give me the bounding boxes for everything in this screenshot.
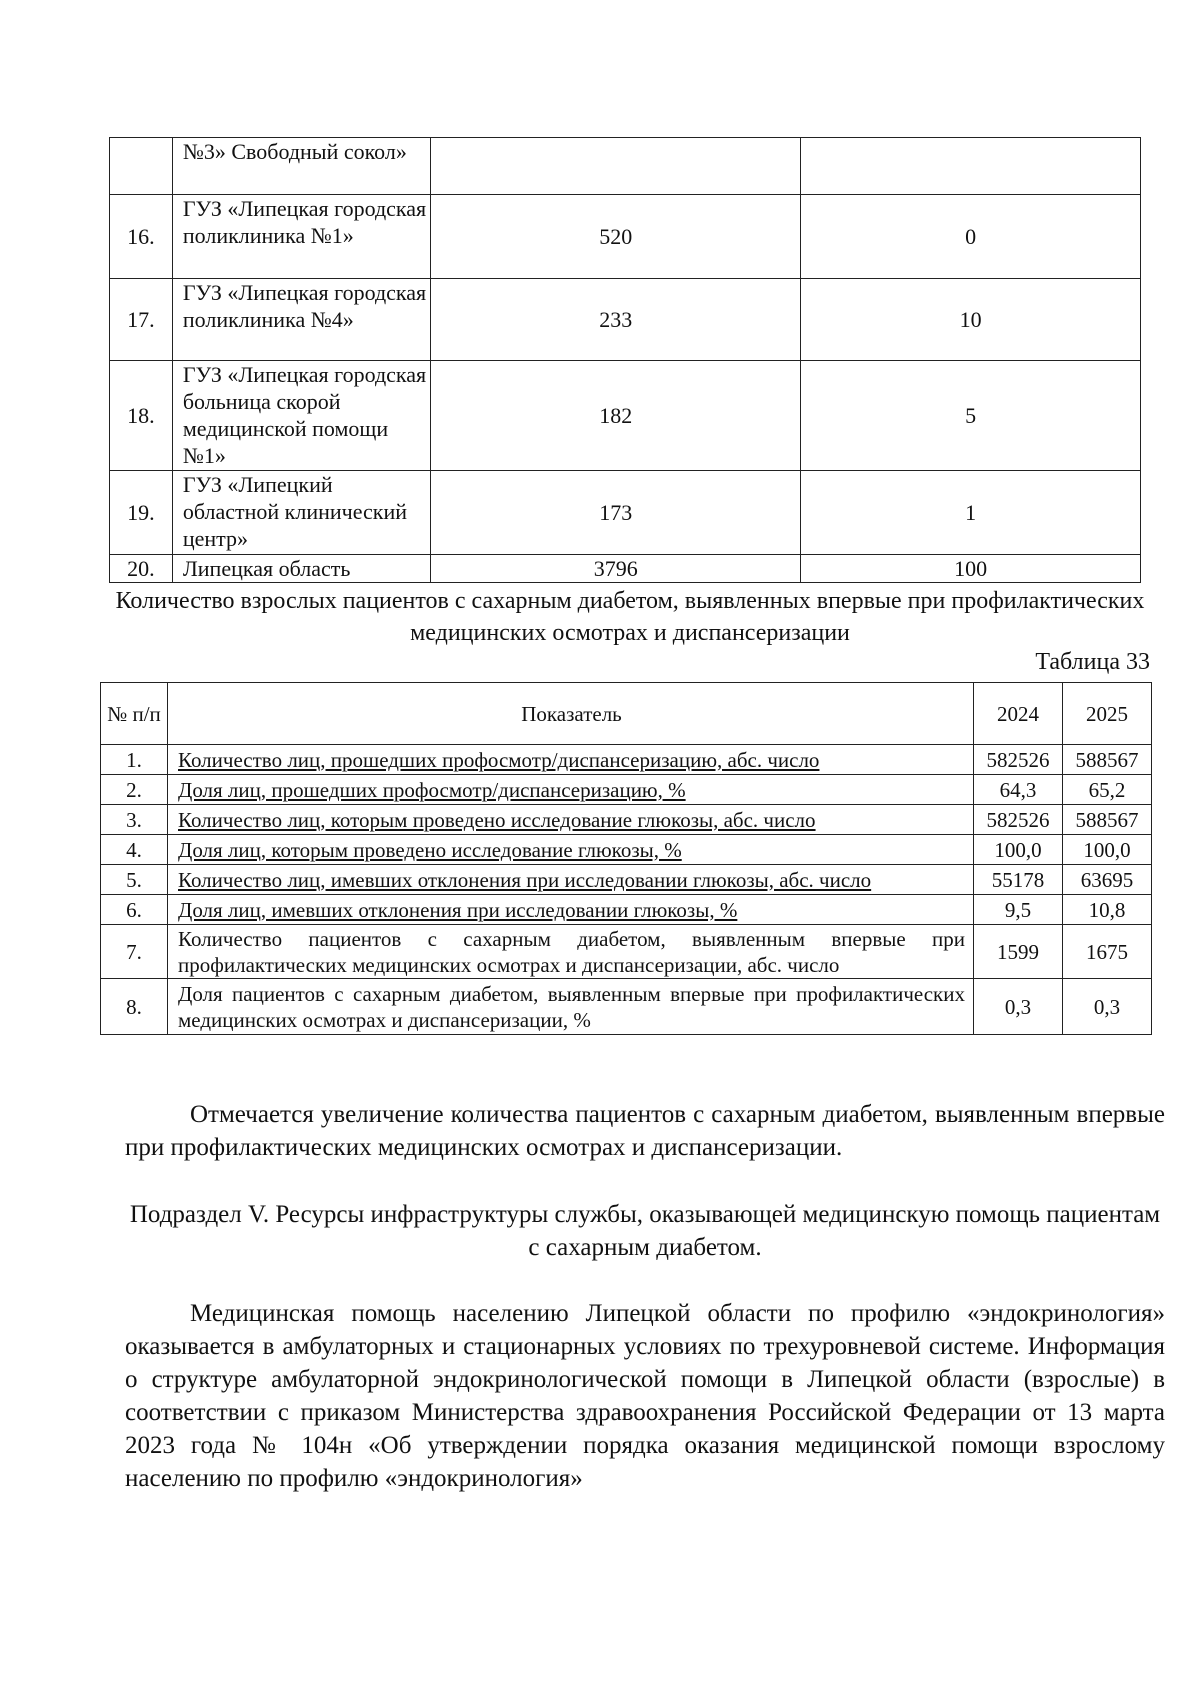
row-number: 8. [101, 979, 168, 1035]
value-2024: 582526 [974, 745, 1063, 775]
table-row [110, 555, 1141, 583]
row-number: 1. [101, 745, 168, 775]
table-row [110, 361, 1141, 471]
table-33 [100, 682, 1152, 1035]
value-cell: 0 [801, 195, 1141, 279]
table-row [101, 805, 1152, 835]
row-number: 19. [110, 471, 173, 555]
value-cell: 173 [431, 471, 801, 555]
value-cell: 233 [431, 279, 801, 361]
table-row [101, 835, 1152, 865]
value-cell [801, 138, 1141, 195]
value-2024: 55178 [974, 865, 1063, 895]
value-cell: 520 [431, 195, 801, 279]
indicator-cell: Количество пациентов с сахарным диабетом, выявленным впервые при профилактических медицинских осмотрах и диспансеризации, абс. число [168, 925, 974, 979]
table-row [110, 279, 1141, 361]
table-row [101, 775, 1152, 805]
indicator-cell: Количество лиц, прошедших профосмотр/диспансеризацию, абс. число [168, 745, 974, 775]
value-2024: 9,5 [974, 895, 1063, 925]
row-number: 2. [101, 775, 168, 805]
value-cell: 5 [801, 361, 1141, 471]
value-cell: 1 [801, 471, 1141, 555]
organization-name: Липецкая область [172, 555, 431, 583]
header-year-2024: 2024 [974, 683, 1063, 745]
table-title: Количество взрослых пациентов с сахарным диабетом, выявленных впервые при профилактических медицинских осмотрах и диспансеризации [115, 588, 1145, 646]
value-2024: 1599 [974, 925, 1063, 979]
indicator-cell: Количество лиц, имевших отклонения при исследовании глюкозы, абс. число [168, 865, 974, 895]
value-2025: 65,2 [1063, 775, 1152, 805]
table-row [101, 895, 1152, 925]
value-2024: 100,0 [974, 835, 1063, 865]
table-row [101, 865, 1152, 895]
row-number: 20. [110, 555, 173, 583]
value-2024: 64,3 [974, 775, 1063, 805]
header-number: № п/п [101, 683, 168, 745]
value-cell: 100 [801, 555, 1141, 583]
organization-name: ГУЗ «Липецкая городская поликлиника №1» [172, 195, 431, 279]
indicator-cell: Доля лиц, прошедших профосмотр/диспансеризацию, % [168, 775, 974, 805]
organization-name: ГУЗ «Липецкая городская поликлиника №4» [172, 279, 431, 361]
table-row [110, 471, 1141, 555]
row-number: 6. [101, 895, 168, 925]
value-2025: 0,3 [1063, 979, 1152, 1035]
paragraph-endocrinology-care: Медицинская помощь населению Липецкой области по профилю «эндокринология» оказывается в амбулаторных и стационарных условиях по трехуровневой системе. Информация о структуре амбулаторной эндокринологической помощи в Липецкой области (взрослые) в соответствии с приказом Министерства здравоохранения Российской Федерации от 13 марта 2023 года № 104н «Об утверждении порядка оказания медицинской помощи взрослому населению по профилю «эндокринология» [125, 1300, 1165, 1492]
indicator-cell: Количество лиц, которым проведено исследование глюкозы, абс. число [168, 805, 974, 835]
indicator-cell: Доля лиц, которым проведено исследование глюкозы, % [168, 835, 974, 865]
value-2024: 582526 [974, 805, 1063, 835]
table-row [110, 138, 1141, 195]
value-2025: 63695 [1063, 865, 1152, 895]
paragraph-increase-note: Отмечается увеличение количества пациентов с сахарным диабетом, выявленным впервые при профилактических медицинских осмотрах и диспансеризации. [125, 1101, 1165, 1161]
row-number: 17. [110, 279, 173, 361]
value-2025: 1675 [1063, 925, 1152, 979]
row-number: 3. [101, 805, 168, 835]
value-2025: 588567 [1063, 745, 1152, 775]
value-cell: 10 [801, 279, 1141, 361]
value-2025: 100,0 [1063, 835, 1152, 865]
indicator-cell: Доля пациентов с сахарным диабетом, выявленным впервые при профилактических медицинских осмотрах и диспансеризации, % [168, 979, 974, 1035]
organization-name: №3» Свободный сокол» [172, 138, 431, 195]
table-header-row [101, 683, 1152, 745]
value-cell: 182 [431, 361, 801, 471]
section-title: Подраздел V. Ресурсы инфраструктуры службы, оказывающей медицинскую помощь пациентам с сахарным диабетом. [129, 1201, 1161, 1261]
row-number: 5. [101, 865, 168, 895]
organization-name: ГУЗ «Липецкая городская больница скорой медицинской помощи №1» [172, 361, 431, 471]
table-row [101, 925, 1152, 979]
continuation-table [109, 137, 1141, 583]
indicator-cell: Доля лиц, имевших отклонения при исследовании глюкозы, % [168, 895, 974, 925]
row-number: 16. [110, 195, 173, 279]
header-year-2025: 2025 [1063, 683, 1152, 745]
organization-name: ГУЗ «Липецкий областной клинический центр» [172, 471, 431, 555]
table-label: Таблица 33 [1035, 649, 1150, 675]
table-row [101, 745, 1152, 775]
table-row [101, 979, 1152, 1035]
table-row [110, 195, 1141, 279]
row-number: 18. [110, 361, 173, 471]
value-2025: 10,8 [1063, 895, 1152, 925]
value-2024: 0,3 [974, 979, 1063, 1035]
value-2025: 588567 [1063, 805, 1152, 835]
row-number: 7. [101, 925, 168, 979]
row-number: 4. [101, 835, 168, 865]
header-indicator: Показатель [168, 683, 974, 745]
value-cell [431, 138, 801, 195]
value-cell: 3796 [431, 555, 801, 583]
row-number [110, 138, 173, 195]
